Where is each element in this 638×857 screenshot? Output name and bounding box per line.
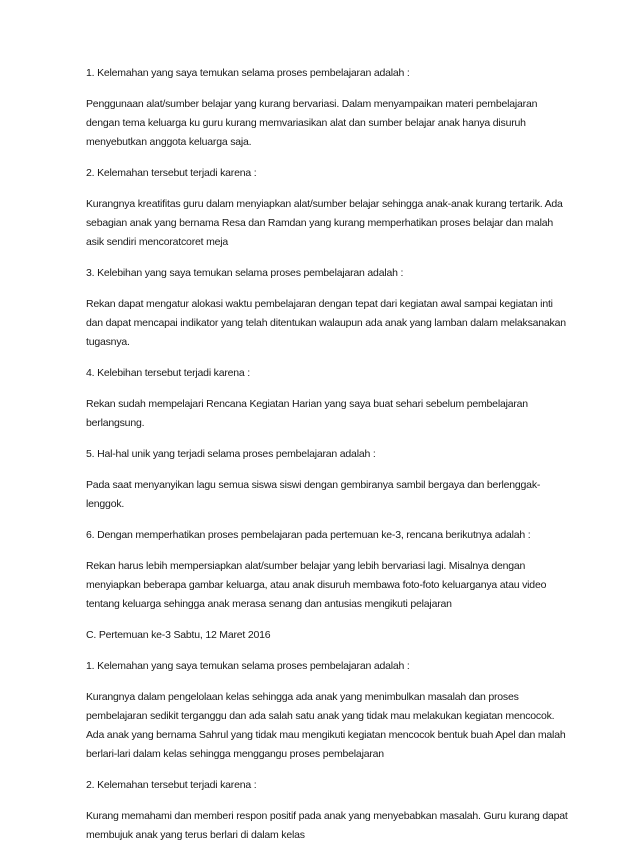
heading-kelebihan-penyebab-4: 4. Kelebihan tersebut terjadi karena : [86, 367, 251, 379]
heading-hal-unik-5: 5. Hal-hal unik yang terjadi selama proses pembelajaran adalah : [86, 448, 376, 460]
heading-kelemahan-penyebab-2: 2. Kelemahan tersebut terjadi karena : [86, 167, 257, 179]
body-paragraph: Kurangnya dalam pengelolaan kelas sehingga ada anak yang menimbulkan masalah dan proses pembelajaran sedikit terganggu dan ada salah satu anak yang tidak mau melakukan kegiatan mencocok. Ada anak yang bernama Sahrul yang tidak mau mengikuti kegiatan mencocok bentuk buah Apel dan malah berlari-lari dalam kelas sehingga menggangu proses pembelajaran [86, 691, 566, 760]
section-heading-pertemuan-3: C. Pertemuan ke-3 Sabtu, 12 Maret 2016 [86, 629, 271, 641]
body-paragraph: Penggunaan alat/sumber belajar yang kurang bervariasi. Dalam menyampaikan materi pembelajaran dengan tema keluarga ku guru kurang memvariasikan alat dan sumber belajar anak hanya disuruh menyebutkan anggota keluarga saja. [86, 98, 538, 148]
heading-kelebihan-3: 3. Kelebihan yang saya temukan selama proses pembelajaran adalah : [86, 267, 404, 279]
body-paragraph: Kurangnya kreatifitas guru dalam menyiapkan alat/sumber belajar sehingga anak-anak kurang tertarik. Ada sebagian anak yang bernama Resa dan Ramdan yang kurang memperhatikan proses belajar dan malah asik sendiri mencoratcoret meja [86, 198, 563, 248]
body-paragraph: Kurang memahami dan memberi respon positif pada anak yang menyebabkan masalah. Guru kurang dapat membujuk anak yang terus berlari di dalam kelas [86, 810, 568, 841]
body-paragraph: Pada saat menyanyikan lagu semua siswa siswi dengan gembiranya sambil bergaya dan berlenggak-lenggok. [86, 479, 541, 510]
heading-kelemahan-1: 1. Kelemahan yang saya temukan selama proses pembelajaran adalah : [86, 67, 410, 79]
body-paragraph: Rekan dapat mengatur alokasi waktu pembelajaran dengan tepat dari kegiatan awal sampai kegiatan inti dan dapat mencapai indikator yang telah ditentukan walaupun ada anak yang lamban dalam melaksanakan tugasnya. [86, 298, 566, 348]
heading-kelemahan-1: 1. Kelemahan yang saya temukan selama proses pembelajaran adalah : [86, 660, 410, 672]
heading-rencana-6: 6. Dengan memperhatikan proses pembelajaran pada pertemuan ke-3, rencana berikutnya adalah : [86, 529, 531, 541]
body-paragraph: Rekan harus lebih mempersiapkan alat/sumber belajar yang lebih bervariasi lagi. Misalnya dengan menyiapkan beberapa gambar keluarga, atau anak disuruh membawa foto-foto keluarganya atau video tentang keluarga sehingga anak merasa senang dan antusias mengikuti pelajaran [86, 560, 547, 610]
body-paragraph: Rekan sudah mempelajari Rencana Kegiatan Harian yang saya buat sehari sebelum pembelajaran berlangsung. [86, 398, 528, 429]
heading-kelemahan-penyebab-2: 2. Kelemahan tersebut terjadi karena : [86, 779, 257, 791]
document-page [86, 64, 572, 857]
